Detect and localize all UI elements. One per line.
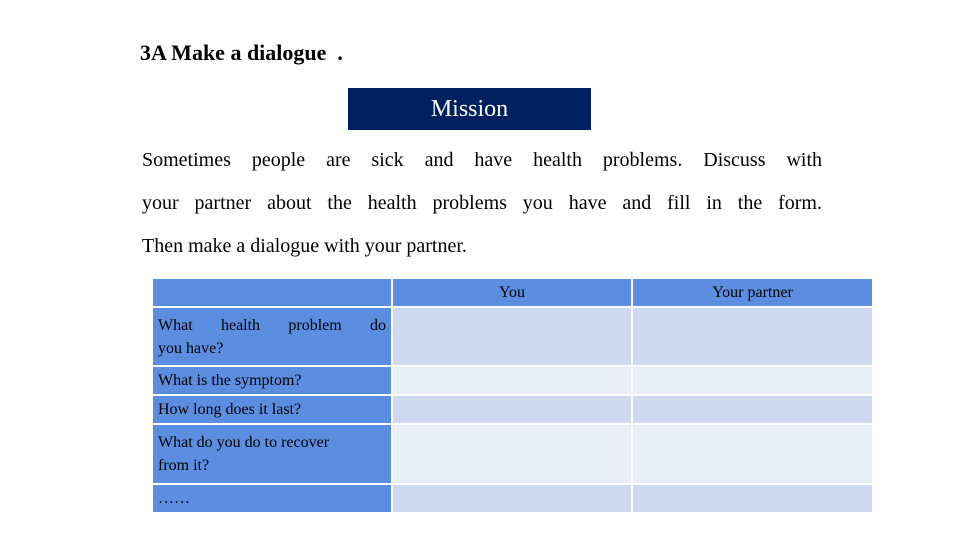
question-cell [152,307,392,366]
instructions-paragraph [142,139,822,268]
header-blank-cell [152,278,392,307]
answer-cell-partner[interactable] [632,484,873,513]
table-row [152,366,873,395]
table-row [152,424,873,484]
mission-banner [348,88,591,130]
header-your-partner: Your partner [632,278,873,307]
slide-title: 3A Make a dialogue . [140,40,343,65]
mission-banner-label: Mission [430,95,509,122]
answer-cell-you[interactable] [392,484,632,513]
question-cell [152,395,392,424]
answer-cell-you[interactable] [392,366,632,395]
answer-cell-you[interactable] [392,424,632,484]
question-text-line-1: …… [158,490,190,507]
question-cell [152,424,392,484]
question-cell [152,366,392,395]
form-header-row [152,278,873,307]
table-row [152,395,873,424]
answer-cell-partner[interactable] [632,307,873,366]
question-text-line-2: from it? [158,457,210,474]
header-you: You [392,278,632,307]
answer-cell-you[interactable] [392,307,632,366]
question-cell [152,484,392,513]
question-text-line-1: What is the symptom? [158,372,302,389]
answer-cell-partner[interactable] [632,366,873,395]
answer-cell-partner[interactable] [632,395,873,424]
question-text-line-1: What health problem do [158,316,386,334]
instructions-line-3: Then make a dialogue with your partner. [142,235,467,257]
instructions-line-1: Sometimes people are sick and have health problems. Discuss with [142,149,822,171]
table-row [152,484,873,513]
question-text-line-1: How long does it last? [158,401,302,418]
answer-cell-you[interactable] [392,395,632,424]
instructions-line-2: your partner about the health problems you have and fill in the form. [142,192,822,214]
health-problems-form [151,277,874,514]
table-row [152,307,873,366]
question-text-line-2: you have? [158,339,224,357]
answer-cell-partner[interactable] [632,424,873,484]
question-text-line-1: What do you do to recover [158,434,330,451]
